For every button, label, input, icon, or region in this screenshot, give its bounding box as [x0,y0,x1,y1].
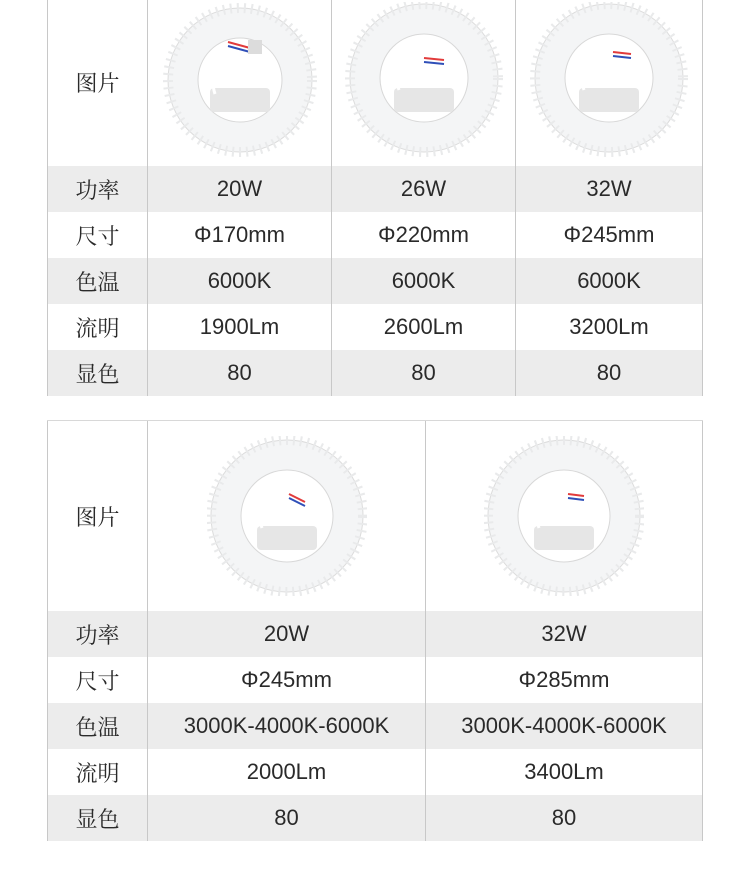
color-temp-value: 6000K [331,258,515,304]
power-row [47,166,703,212]
image-row [47,0,703,166]
image-row [47,421,703,611]
cri-row [47,795,703,841]
row-label-power: 功率 [47,166,147,212]
color-temp-row [47,703,703,749]
lumen-value: 2000Lm [147,749,425,795]
led-ring-module-image [484,436,644,596]
lumen-row [47,749,703,795]
row-label-color-temp: 色温 [47,258,147,304]
spec-table-1 [47,0,703,396]
product-image-32w [515,0,703,166]
product-image-20w [147,0,331,166]
lumen-value: 3400Lm [425,749,703,795]
row-label-image: 图片 [47,421,147,611]
row-label-cri: 显色 [47,350,147,396]
size-value: Φ285mm [425,657,703,703]
spec-table-2 [47,420,703,841]
cri-value: 80 [147,795,425,841]
product-image-20w [147,421,425,611]
row-label-power: 功率 [47,611,147,657]
power-row [47,611,703,657]
power-value: 20W [147,166,331,212]
power-value: 32W [515,166,703,212]
led-ring-module-image [160,2,320,162]
cri-row [47,350,703,396]
led-ring-module-image [529,2,689,162]
color-temp-value: 3000K-4000K-6000K [147,703,425,749]
size-value: Φ220mm [331,212,515,258]
lumen-row [47,304,703,350]
size-value: Φ170mm [147,212,331,258]
cri-value: 80 [147,350,331,396]
cri-value: 80 [425,795,703,841]
led-ring-module-image [344,2,504,162]
size-row [47,657,703,703]
row-label-cri: 显色 [47,795,147,841]
power-value: 20W [147,611,425,657]
size-row [47,212,703,258]
color-temp-value: 3000K-4000K-6000K [425,703,703,749]
power-value: 26W [331,166,515,212]
product-image-32w [425,421,703,611]
led-ring-module-image [207,436,367,596]
power-value: 32W [425,611,703,657]
row-label-size: 尺寸 [47,657,147,703]
color-temp-value: 6000K [147,258,331,304]
cri-value: 80 [331,350,515,396]
row-label-lumen: 流明 [47,304,147,350]
row-label-image: 图片 [47,0,147,166]
size-value: Φ245mm [147,657,425,703]
color-temp-row [47,258,703,304]
lumen-value: 2600Lm [331,304,515,350]
size-value: Φ245mm [515,212,703,258]
lumen-value: 3200Lm [515,304,703,350]
lumen-value: 1900Lm [147,304,331,350]
row-label-color-temp: 色温 [47,703,147,749]
cri-value: 80 [515,350,703,396]
row-label-size: 尺寸 [47,212,147,258]
color-temp-value: 6000K [515,258,703,304]
row-label-lumen: 流明 [47,749,147,795]
product-image-26w [331,0,515,166]
